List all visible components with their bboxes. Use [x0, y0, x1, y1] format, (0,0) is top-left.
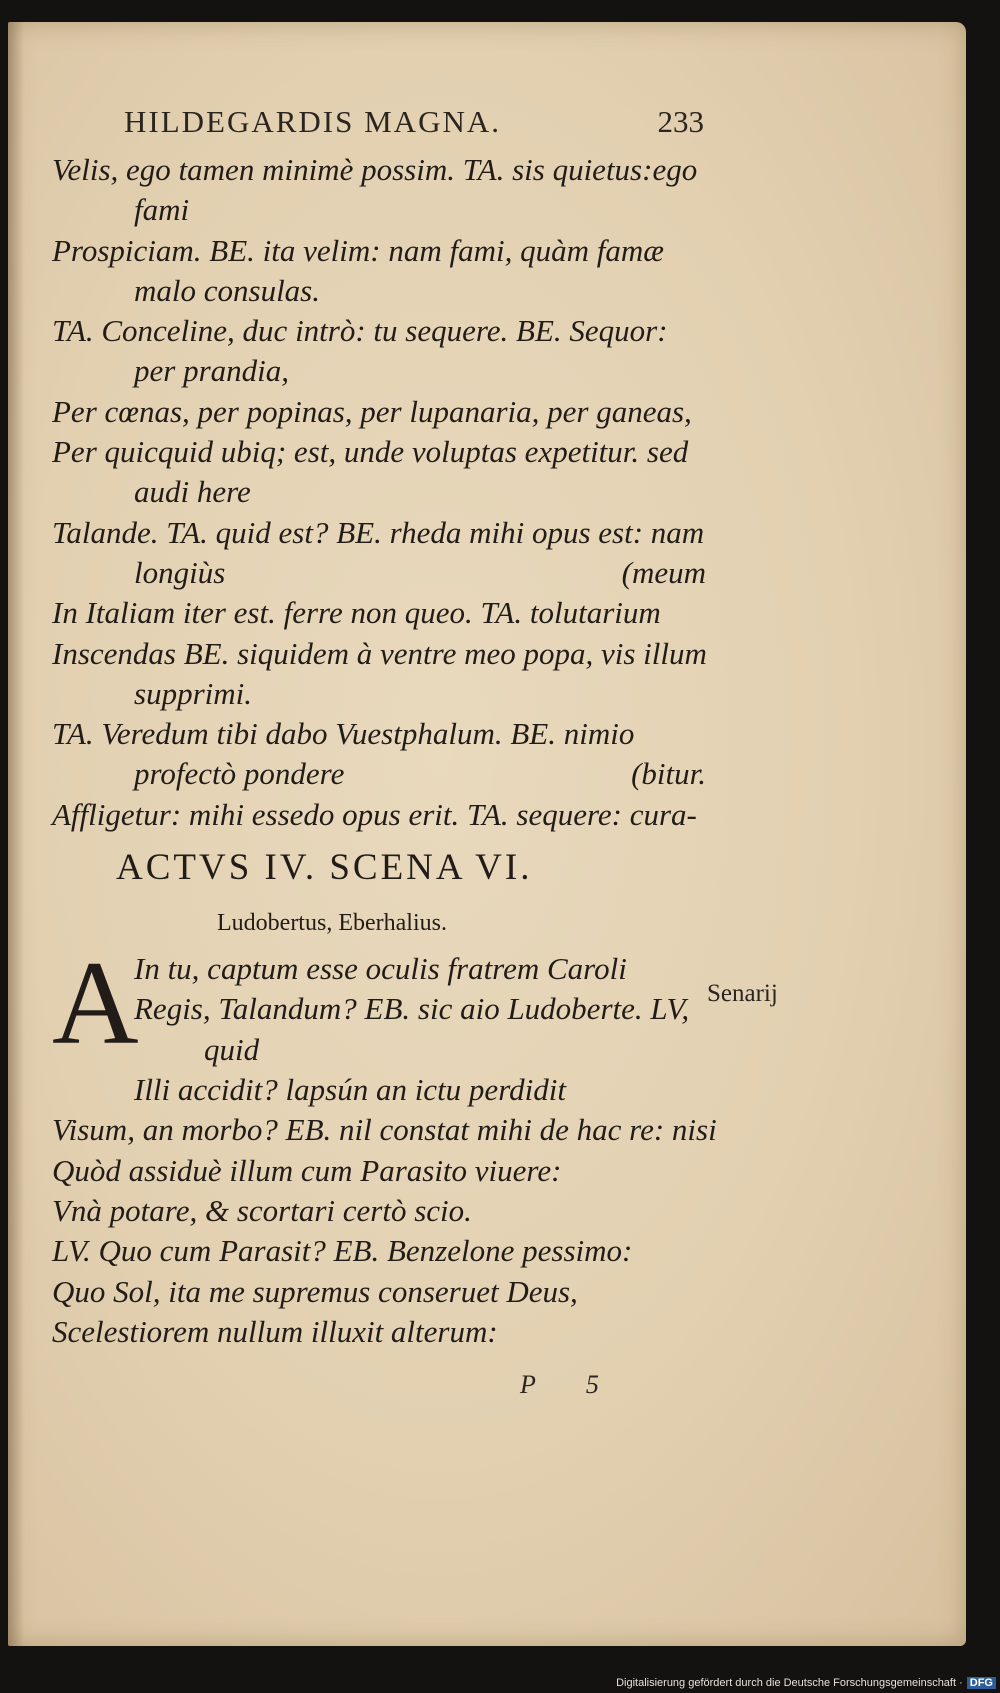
text-line: [52, 311, 712, 351]
marginal-note: Senarij: [707, 980, 778, 1007]
text-line: quid: [204, 1031, 260, 1067]
dfg-logo: DFG: [967, 1677, 996, 1689]
text-line: [52, 1151, 712, 1191]
line-text: Scelestiorem nullum illuxit alterum:: [52, 1313, 498, 1349]
act-scene-heading: ACTVS IV. SCENA VI.: [116, 847, 533, 889]
line-text: Quo Sol, ita me supremus conseruet Deus,: [52, 1273, 578, 1309]
text-line: [52, 754, 712, 794]
text-line: [52, 513, 712, 553]
line-text: longiùs: [134, 554, 226, 590]
page-number: 233: [657, 104, 704, 139]
text-line: In tu, captum esse oculis fratrem Caroli: [134, 951, 627, 987]
line-text: audi here: [134, 474, 251, 510]
line-text: In Italiam iter est. ferre non queo. TA. tolutarium: [52, 595, 661, 631]
line-text: malo consulas.: [134, 272, 320, 308]
dropcap-initial: A: [52, 936, 139, 1070]
text-line: Regis, Talandum? EB. sic aio Ludoberte. LV,: [134, 991, 690, 1027]
line-text: fami: [134, 192, 190, 228]
text-line: [52, 1191, 712, 1231]
main-text: [52, 150, 717, 1352]
running-title: HILDEGARDIS MAGNA.: [124, 104, 501, 139]
text-line: [52, 392, 712, 432]
dialogue-block-1: [52, 150, 712, 835]
text-line: [52, 593, 712, 633]
text-line: [52, 472, 712, 512]
text-line: [52, 150, 712, 190]
credit-text: Digitalisierung gefördert durch die Deutsche Forschungsgemeinschaft ·: [616, 1677, 963, 1689]
line-text: Vnà potare, & scortari certò scio.: [52, 1192, 472, 1228]
line-text: supprimi.: [134, 675, 252, 711]
line-text: per prandia,: [134, 353, 289, 389]
line-text: LV. Quo cum Parasit? EB. Benzelone pessimo:: [52, 1233, 633, 1269]
text-line: [52, 553, 712, 593]
dropcap-lines: [134, 949, 689, 1070]
line-text: Illi accidit? lapsún an ictu perdidit: [134, 1072, 566, 1108]
text-line: [52, 714, 712, 754]
line-text: Inscendas BE. siquidem à ventre meo popa, vis illum: [52, 635, 707, 671]
line-text: Prospiciam. BE. ita velim: nam fami, quàm famæ: [52, 232, 664, 268]
line-text: Visum, an morbo? EB. nil constat mihi de hac re: nisi: [52, 1112, 717, 1148]
turnover-fragment: (bitur.: [631, 756, 706, 792]
dropcap-paragraph: [52, 936, 712, 1070]
text-line: [52, 231, 712, 271]
line-text: TA. Conceline, duc intrò: tu sequere. BE. Sequor:: [52, 313, 668, 349]
text-line: [52, 674, 712, 714]
text-line: [52, 634, 712, 674]
text-line: [52, 1110, 717, 1150]
running-header: [124, 104, 704, 140]
page-gutter-shadow: [8, 22, 24, 1646]
text-line: [52, 190, 712, 230]
line-text: Velis, ego tamen minimè possim. TA. sis quietus:ego: [52, 152, 698, 187]
line-text: Quòd assiduè illum cum Parasito viuere:: [52, 1152, 562, 1188]
text-line: [52, 795, 712, 835]
line-text: Per cœnas, per popinas, per lupanaria, per ganeas,: [52, 393, 692, 429]
line-text: profectò pondere: [134, 756, 345, 792]
text-line: [52, 1070, 712, 1110]
digitization-credit: [616, 1677, 996, 1689]
line-text: TA. Veredum tibi dabo Vuestphalum. BE. nimio: [52, 716, 635, 752]
line-text: Talande. TA. quid est? BE. rheda mihi opus est: nam: [52, 514, 705, 550]
line-text: Per quicquid ubiq; est, unde voluptas expetitur. sed: [52, 434, 689, 470]
text-line: [52, 351, 712, 391]
text-line: [52, 1272, 712, 1312]
text-line: [52, 1312, 712, 1352]
turnover-fragment: (meum: [621, 554, 706, 590]
text-line: [52, 1231, 712, 1271]
signature-mark: P 5: [520, 1370, 621, 1399]
dramatis-personae: Ludobertus, Eberhalius.: [217, 910, 447, 937]
text-line: [52, 432, 712, 472]
line-text: Affligetur: mihi essedo opus erit. TA. sequere: cura-: [52, 796, 697, 832]
dialogue-block-2: [52, 1070, 717, 1352]
text-line: [52, 271, 712, 311]
